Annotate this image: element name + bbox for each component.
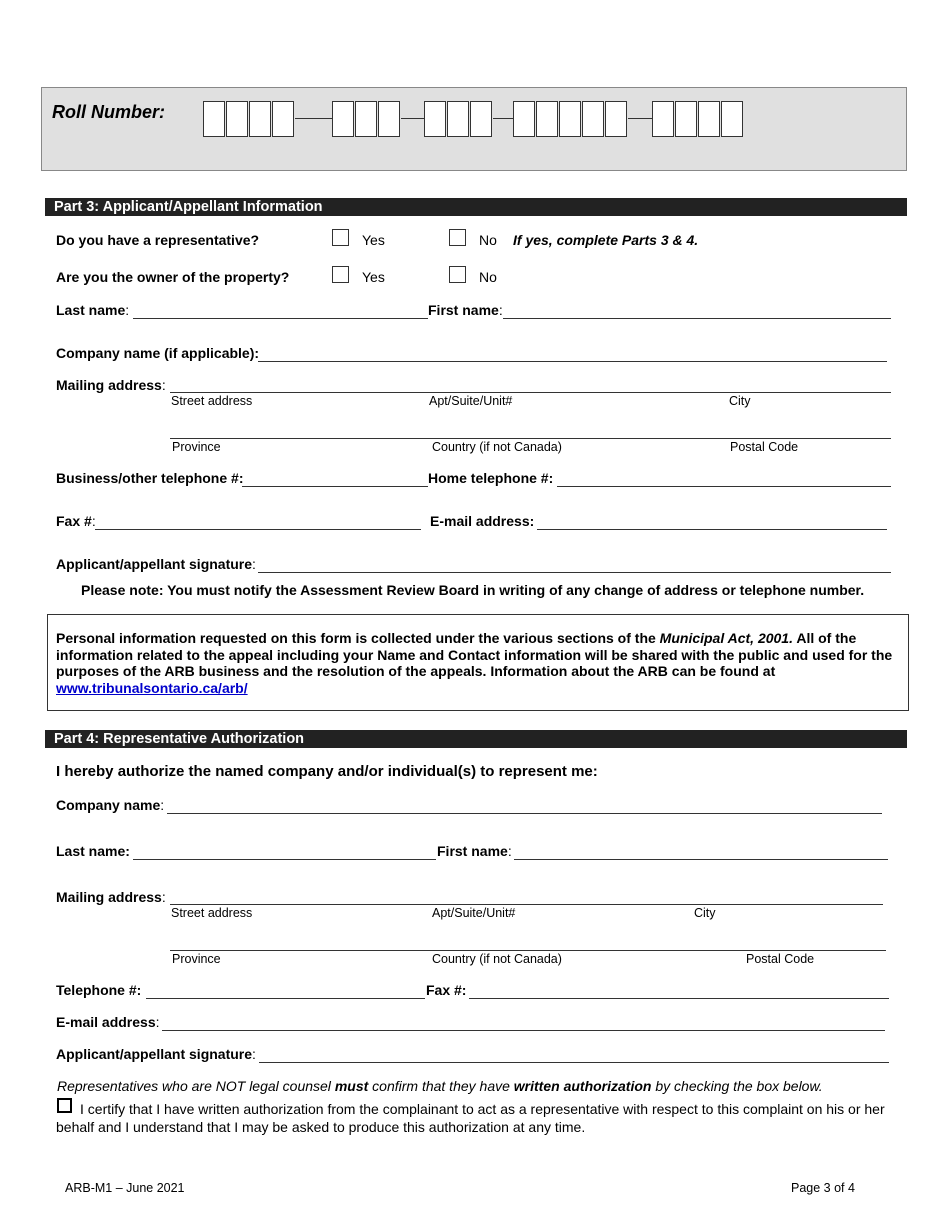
province-caption: Province xyxy=(172,440,221,454)
rep-province-caption: Province xyxy=(172,952,221,966)
roll-number-separator xyxy=(401,118,424,119)
street-caption: Street address xyxy=(171,394,253,408)
company-label: Company name (if applicable): xyxy=(56,345,260,361)
rep-question: Do you have a representative? xyxy=(56,232,260,248)
fax-label: Fax #: xyxy=(56,513,96,529)
city-caption: City xyxy=(729,394,751,408)
roll-number-digit-box[interactable] xyxy=(513,101,535,137)
roll-number-digit-box[interactable] xyxy=(272,101,294,137)
home-tel-label: Home telephone #: xyxy=(428,470,554,486)
roll-number-digit-box[interactable] xyxy=(332,101,354,137)
roll-number-digit-box[interactable] xyxy=(378,101,400,137)
company-field[interactable] xyxy=(258,361,887,362)
roll-number-separator xyxy=(493,118,513,119)
business-tel-field[interactable] xyxy=(242,486,428,487)
owner-yes-label: Yes xyxy=(362,269,385,285)
privacy-notice: Personal information requested on this form is collected under the various sections of the Municipal Act, 2001. All of the information related to the appeal including your Name and Contact information will be shared with the public and used for the purposes of the ARB business and the resolution of the appeals. Information about the ARB can be found at www.tribunalsontario.ca/arb/ xyxy=(56,630,893,696)
rep-city-caption: City xyxy=(694,906,716,920)
rep-telephone-field[interactable] xyxy=(146,998,425,999)
rep-street-caption: Street address xyxy=(171,906,253,920)
roll-number-digit-box[interactable] xyxy=(226,101,248,137)
rep-apt-caption: Apt/Suite/Unit# xyxy=(432,906,516,920)
roll-number-label: Roll Number: xyxy=(52,102,166,122)
roll-number-digit-box[interactable] xyxy=(652,101,674,137)
roll-number-digit-box[interactable] xyxy=(536,101,558,137)
page-number: Page 3 of 4 xyxy=(791,1181,855,1195)
roll-number-digit-box[interactable] xyxy=(470,101,492,137)
last-name-label: Last name: xyxy=(56,302,130,318)
part4-title: Part 4: Representative Authorization xyxy=(45,730,907,748)
mailing-street-field[interactable] xyxy=(170,392,891,393)
owner-no-checkbox[interactable] xyxy=(449,266,466,283)
rep-company-label: Company name: xyxy=(56,797,165,813)
roll-number-separator xyxy=(295,118,332,119)
fax-field[interactable] xyxy=(95,529,421,530)
rep-email-label: E-mail address: xyxy=(56,1014,160,1030)
rep-first-name-label: First name: xyxy=(437,843,512,859)
business-tel-label: Business/other telephone #: xyxy=(56,470,244,486)
part4-intro: I hereby authorize the named company and/or individual(s) to represent me: xyxy=(56,763,598,780)
rep-fax-field[interactable] xyxy=(469,998,889,999)
roll-number-separator xyxy=(628,118,652,119)
certify-text: I certify that I have written authorization from the complainant to act as a representative with respect to this complaint on his or her behalf and I understand that I may be asked to produce this authorization at any time. xyxy=(56,1101,885,1135)
roll-number-digit-box[interactable] xyxy=(355,101,377,137)
rep-company-field[interactable] xyxy=(167,813,882,814)
last-name-field[interactable] xyxy=(133,318,428,319)
rep-note: If yes, complete Parts 3 & 4. xyxy=(513,232,699,248)
home-tel-field[interactable] xyxy=(557,486,891,487)
owner-yes-checkbox[interactable] xyxy=(332,266,349,283)
signature-field[interactable] xyxy=(258,572,891,573)
signature-label: Applicant/appellant signature: xyxy=(56,556,256,572)
rep-telephone-label: Telephone #: xyxy=(56,982,142,998)
roll-number-digit-box[interactable] xyxy=(249,101,271,137)
postal-caption: Postal Code xyxy=(730,440,799,454)
rep-yes-label: Yes xyxy=(362,232,385,248)
roll-number-digit-box[interactable] xyxy=(675,101,697,137)
rep-mailing-street-field[interactable] xyxy=(170,904,883,905)
rep-signature-field[interactable] xyxy=(259,1062,889,1063)
owner-question: Are you the owner of the property? xyxy=(56,269,290,285)
rep-yes-checkbox[interactable] xyxy=(332,229,349,246)
roll-number-digit-box[interactable] xyxy=(559,101,581,137)
rep-mailing-province-field[interactable] xyxy=(170,950,886,951)
mailing-label: Mailing address: xyxy=(56,377,166,393)
first-name-field[interactable] xyxy=(503,318,891,319)
rep-fax-label: Fax #: xyxy=(426,982,467,998)
arb-website-link[interactable]: www.tribunalsontario.ca/arb/ xyxy=(56,679,248,696)
mailing-province-field[interactable] xyxy=(170,438,891,439)
first-name-label: First name: xyxy=(428,302,503,318)
rep-auth-note: Representatives who are NOT legal counsel must confirm that they have written authorization by checking the box below. xyxy=(57,1078,823,1094)
roll-number-digit-box[interactable] xyxy=(203,101,225,137)
rep-country-caption: Country (if not Canada) xyxy=(432,952,562,966)
roll-number-digit-box[interactable] xyxy=(447,101,469,137)
rep-postal-caption: Postal Code xyxy=(746,952,815,966)
rep-no-checkbox[interactable] xyxy=(449,229,466,246)
roll-number-digit-box[interactable] xyxy=(698,101,720,137)
email-label: E-mail address: xyxy=(430,513,535,529)
part3-title: Part 3: Applicant/Appellant Information xyxy=(45,198,907,216)
rep-no-label: No xyxy=(479,232,497,248)
email-field[interactable] xyxy=(537,529,887,530)
roll-number-digit-box[interactable] xyxy=(424,101,446,137)
roll-number-digit-box[interactable] xyxy=(605,101,627,137)
apt-caption: Apt/Suite/Unit# xyxy=(429,394,513,408)
please-note: Please note: You must notify the Assessment Review Board in writing of any change of address or telephone number. xyxy=(81,582,865,598)
rep-last-name-label: Last name: xyxy=(56,843,130,859)
rep-email-field[interactable] xyxy=(162,1030,885,1031)
rep-last-name-field[interactable] xyxy=(133,859,436,860)
country-caption: Country (if not Canada) xyxy=(432,440,562,454)
rep-first-name-field[interactable] xyxy=(514,859,888,860)
owner-no-label: No xyxy=(479,269,497,285)
rep-signature-label: Applicant/appellant signature: xyxy=(56,1046,256,1062)
roll-number-digit-box[interactable] xyxy=(582,101,604,137)
roll-number-digit-box[interactable] xyxy=(721,101,743,137)
rep-mailing-label: Mailing address: xyxy=(56,889,166,905)
form-id: ARB-M1 – June 2021 xyxy=(65,1181,185,1195)
